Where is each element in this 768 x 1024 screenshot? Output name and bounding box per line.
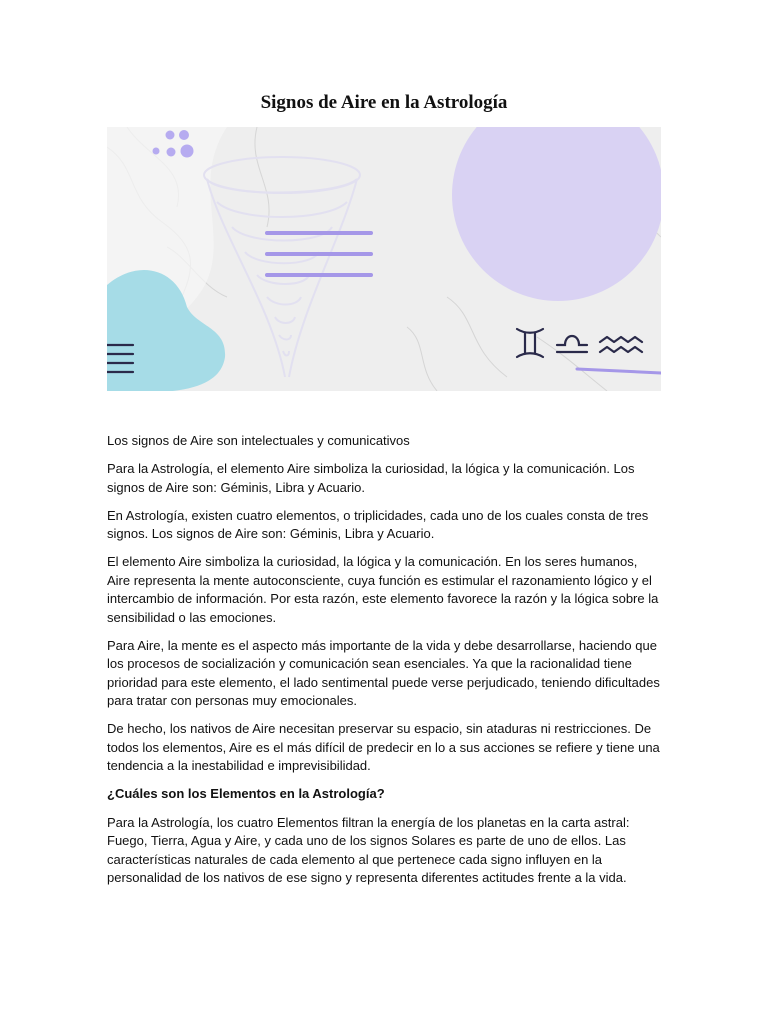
paragraph: En Astrología, existen cuatro elementos, o triplicidades, cada uno de los cuales consta de tres signos. Los signos de Aire son: Géminis, Libra y Acuario.	[107, 507, 649, 541]
paragraph: Para Aire, la mente es el aspecto más importante de la vida y debe desarrollarse, haciendo que los procesos de socialización y comunicación sean esenciales. Ya que la racionalidad tiene prioridad para este elemento, el lado sentimental puede verse perjudicado, teniendo dificultades para tratar con personas muy emocionales.	[107, 637, 660, 708]
page-title: Signos de Aire en la Astrología	[260, 92, 508, 113]
subheading: ¿Cuáles son los Elementos en la Astrología?	[107, 786, 385, 801]
hero-illustration	[107, 127, 661, 391]
article-body	[107, 432, 663, 897]
paragraph: El elemento Aire simboliza la curiosidad, la lógica y la comunicación. En los seres humanos, Aire representa la mente autoconsciente, cuya función es estimular el razonamiento lógico y el intercambio de información. Por esta razón, este elemento favorece la razón y la lógica sobre la sensibilidad o las emociones.	[107, 554, 659, 625]
closing-paragraph: Para la Astrología, los cuatro Elementos filtran la energía de los planetas en la carta astral: Fuego, Tierra, Agua y Aire, y cada uno de los signos Solares es parte de uno de ellos. Las características naturales de cada elemento al que pertenece cada signo influyen en la personalidad de los nativos de ese signo y representa diferentes actitudes frente a la vida.	[107, 814, 630, 885]
paragraph: Los signos de Aire son intelectuales y comunicativos	[107, 433, 410, 448]
paragraph: De hecho, los nativos de Aire necesitan preservar su espacio, sin ataduras ni restricciones. De todos los elementos, Aire es el más difícil de predecir en lo a sus acciones se refiere y tiene una tendencia a la inestabilidad e imprevisibilidad.	[107, 721, 660, 773]
paragraph: Para la Astrología, el elemento Aire simboliza la curiosidad, la lógica y la comunicación. Los signos de Aire son: Géminis, Libra y Acuario.	[107, 461, 635, 495]
